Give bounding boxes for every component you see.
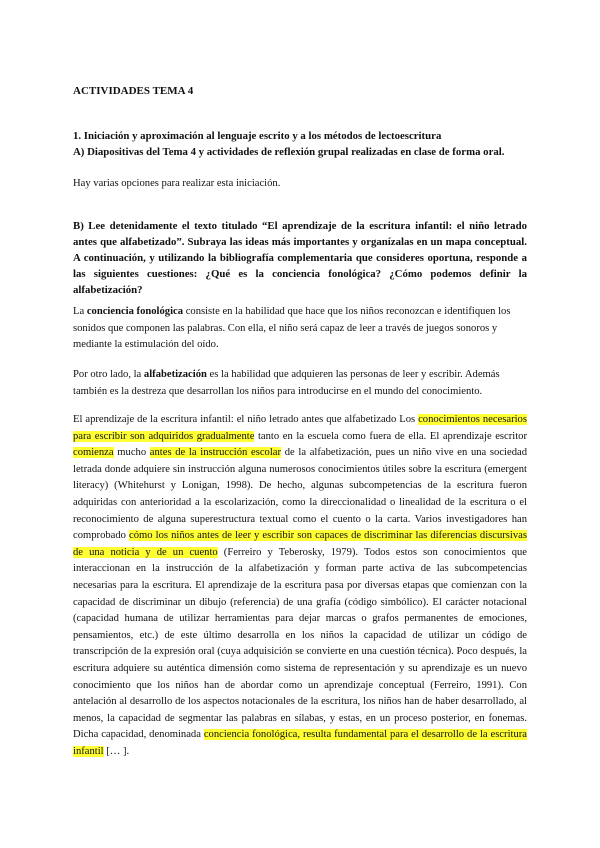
text-run: (Ferreiro y Teberosky, 1979). Todos estos son conocimientos que interaccionan en la instrucción de la alfabetización y forman parte activa de las subcompetencias necesarias para la escritura. El aprendizaje de la escritura pasa por diversas etapas que comienzan con la capacidad de discriminar un dibujo (referencia) de una grafía (código simbólico). El carácter notacional (capacidad humana de utilizar herramientas para dejar marcas o grafos permanentes de emociones, pensamientos, etc.) de este último desarrolla en los niños la capacidad de utilizar un código de transcripción de la expresión oral (cuya adquisición se convierte en una cuestión técnica). Poco después, la escritura adquiere su auténtica dimensión como sistema de representación y su aprendizaje es un nuevo conocimiento que los niños han de abordar como un aprendizaje conceptual (Ferreiro, 1991). Con antelación al desarrollo de los aspectos notacionales de la escritura, los niños han de haber desarrollado, al menos, la capacidad de segmentar las palabras en sílabas, y estas, en un proceso posterior, en fonemas. Dicha capacidad, denominada [73, 546, 528, 741]
text-run: consiste en la habilidad que hace que los niños reconozcan e identifiquen los sonidos que componen las palabras. Con ella, el niño será capaz de leer a través de juegos sonoros y mediante la estimulación del oído. [73, 306, 511, 350]
text-run: El aprendizaje de la escritura infantil: el niño letrado antes que alfabetizado Los [73, 414, 419, 425]
text-run: de la alfabetización, pues un niño vive en una sociedad letrada donde adquiere sin instrucción alguna numerosos conocimientos útiles sobre la escritura (emergent literacy) (Whitehurst y Lonigan, 1998). De hecho, algunas subcompetencias de la escritura fueron adquiridas con anterioridad a la escolarización, como la direccionalidad o linealidad de la escritura o el reconocimiento de alguna superestructura textual como el cuento o la carta. Varios investigadores han comprobado [73, 447, 527, 542]
section-1-subheading-a: A) Diapositivas del Tema 4 y actividades de reflexión grupal realizadas en clase de forma oral. [73, 146, 505, 158]
section-b-prompt: B) Lee detenidamente el texto titulado “El aprendizaje de la escritura infantil: el niño letrado antes que alfabetizado”. Subraya las ideas más importantes y organízalas en un mapa conceptual. A continuación, y utilizando la bibliografía complementaria que consideres oportuna, responde a las siguientes cuestiones: ¿Qué es la conciencia fonológica? ¿Cómo podemos definir la alfabetización? [73, 220, 527, 296]
text-run: tanto en la escuela como fuera de ella. El aprendizaje escritor [254, 430, 527, 442]
text-run: mucho [113, 447, 150, 459]
answer-literacy [73, 367, 527, 400]
highlighted-text: cómo los niños antes de leer y escribir son capaces de discriminar las diferencias discursivas de una noticia y de un cuento [73, 530, 527, 558]
term-conciencia-fonologica: conciencia fonológica [86, 306, 184, 317]
section-1-heading: 1. Iniciación y aproximación al lenguaje escrito y a los métodos de lectoescritura [73, 130, 442, 142]
highlighted-text: conciencia fonológica, resulta fundamental para el desarrollo de la escritura infantil [73, 729, 527, 757]
text-run: [… ]. [103, 745, 130, 757]
source-text-paragraph [73, 412, 527, 760]
text-run: es la habilidad que adquieren las personas de leer y escribir. Además también es la destreza que desarrollan los niños para introducirse en el mundo del conocimiento. [73, 369, 500, 397]
term-alfabetizacion: alfabetización [143, 369, 207, 380]
highlighted-text: comienza [73, 447, 114, 459]
text-run: La [73, 306, 87, 317]
text-run: Por otro lado, la [73, 369, 144, 380]
highlighted-text: antes de la instrucción escolar [149, 447, 282, 459]
intro-paragraph: Hay varias opciones para realizar esta iniciación. [73, 178, 281, 189]
document-title: ACTIVIDADES TEMA 4 [73, 85, 194, 97]
answer-phonological-awareness [73, 304, 527, 354]
section-1 [73, 128, 527, 160]
highlighted-text: conocimientos necesarios para escribir son adquiridos gradualmente [73, 414, 527, 442]
